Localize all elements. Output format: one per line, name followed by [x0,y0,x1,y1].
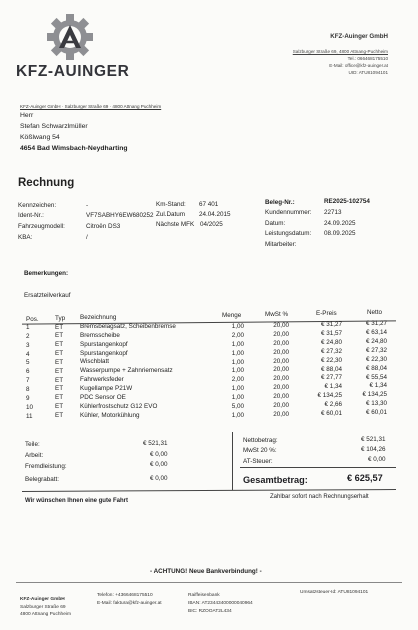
row-bezeichnung: Spurstangenkopf [80,340,128,348]
row-epreis: € 24,80 [320,339,342,346]
gesamtbetrag-label: Gesamtbetrag: [243,475,308,485]
row-pos: 2 [26,332,30,340]
row-pos: 6 [26,368,30,376]
row-menge: 1,00 [231,367,244,375]
row-mwst: 20,00 [273,410,289,418]
bank-notice: - ACHTUNG! Neue Bankverbindung! - [150,568,262,575]
recipient-street: Kößlwang 54 [20,134,60,141]
row-epreis: € 134,25 [317,392,342,400]
mfk-value: 04/2025 [200,221,223,228]
row-mwst: 20,00 [273,375,289,383]
row-pos: 7 [26,377,30,385]
row-bezeichnung: Wischblatt [80,358,110,366]
row-bezeichnung: Bremsscheibe [80,331,120,339]
row-epreis: € 31,57 [320,330,342,338]
datum-value: 24.09.2025 [324,220,356,227]
fremdleistung-label: Fremdleistung: [25,463,67,470]
row-mwst: 20,00 [273,348,289,356]
zul-value: 24.04.2015 [199,211,231,218]
row-epreis: € 60,01 [320,409,342,417]
row-netto: € 1,34 [369,382,387,390]
footer-email: E-Mail: faktura@kfz-auinger.at [97,601,162,606]
mwst-value: € 104,26 [361,446,386,453]
row-pos: 5 [26,359,30,367]
row-menge: 2,00 [231,376,244,384]
row-typ: ET [55,394,64,402]
remarks-label: Bemerkungen: [24,270,69,277]
row-mwst: 20,00 [273,322,289,330]
recipient-salutation: Herr [20,112,34,119]
company-name: KFZ-Auinger GmbH [330,33,388,40]
footer-company: KFZ-Auinger GmbH [20,597,65,602]
mitarbeiter-label: Mitarbeiter: [265,241,297,248]
col-header-mwst: MwSt % [265,311,289,318]
row-typ: ET [55,341,64,349]
row-netto: € 63,14 [365,329,387,337]
closing-text: Wir wünschen Ihnen eine gute Fahrt [25,498,128,504]
ident-value: VF7SABHY6EW680252 [86,212,154,219]
row-pos: 4 [26,350,30,358]
footer-uid: Umsatzsteuer-Id: ATU81094101 [300,590,369,595]
footer-rule [16,582,402,583]
km-value: 67 401 [199,201,219,208]
brand-wordmark: KFZ-AUINGER [16,63,130,80]
row-menge: 1,00 [231,358,244,366]
model-label: Fahrzeugmodell: [18,223,65,230]
footer-street: Salzburger Straße 69 [20,605,66,610]
teile-label: Teile: [25,441,40,448]
row-netto: € 22,30 [365,355,387,363]
row-pos: 11 [26,412,33,420]
beleg-nr-value: RE2025-102754 [324,198,370,205]
totals-rule [240,467,396,468]
row-menge: 1,00 [231,385,244,393]
summary-divider [232,432,233,490]
teile-value: € 521,31 [143,440,168,447]
footer-bic: BIC: RZOOAT2L434 [188,609,232,614]
recipient-name: Stefan Schwarzlmüller [20,123,88,130]
ident-label: Ident-Nr.: [18,212,44,219]
belegrabatt-value: € 0,00 [150,475,168,482]
gesamtbetrag-value: € 625,57 [347,473,383,483]
row-bezeichnung: PDC Sensor OE [80,393,126,401]
at-steuer-value: € 0,00 [368,456,386,463]
row-typ: ET [55,385,64,393]
company-uid: UID: ATU81094101 [348,70,388,75]
at-steuer-label: AT-Steuer: [243,458,273,465]
zul-label: Zul.Datum [156,211,186,218]
row-bezeichnung: Kühler, Motorkühlung [80,411,140,419]
row-netto: € 13,30 [365,400,387,408]
row-menge: 1,00 [231,323,244,331]
leistungsdatum-label: Leistungsdatum: [265,230,312,237]
row-netto: € 134,25 [362,391,387,399]
row-netto: € 27,32 [365,346,387,354]
row-netto: € 24,80 [365,338,387,346]
row-typ: ET [55,323,64,331]
row-mwst: 20,00 [273,357,289,365]
col-header-netto: Netto [367,309,383,316]
mfk-label: Nächste MFK [156,221,195,228]
row-typ: ET [55,403,64,411]
recipient-city: 4654 Bad Wimsbach-Neydharting [20,145,128,152]
row-typ: ET [55,358,64,366]
row-pos: 9 [26,394,30,402]
row-menge: 5,00 [231,402,244,410]
document-title: Rechnung [18,177,75,189]
row-netto: € 55,54 [365,373,387,381]
row-bezeichnung: Bremsbelagsatz, Scheibenbremse [80,323,176,330]
row-epreis: € 1,34 [324,383,342,391]
totals-bottom-rule [22,489,396,492]
arbeit-value: € 0,00 [150,451,168,458]
row-epreis: € 27,77 [320,374,342,382]
row-epreis: € 88,04 [320,365,342,373]
col-header-menge: Menge [222,312,242,319]
row-pos: 3 [26,341,30,349]
col-header-bezeichnung: Bezeichnung [80,314,117,321]
col-header-pos: Pos. [26,316,39,323]
row-pos: 8 [26,385,30,393]
km-label: Km-Stand: [156,201,186,208]
row-pos: 10 [26,403,34,411]
row-mwst: 20,00 [273,393,289,400]
sender-line: KFZ-Auinger GmbH · Salzburger Straße 69 · 4800 Attnang Puchheim [20,104,162,109]
row-bezeichnung: Wasserpumpe + Zahnriemensatz [80,367,173,375]
kundennummer-label: Kundennummer: [265,209,312,216]
arbeit-label: Arbeit: [25,452,44,459]
row-menge: 2,00 [231,331,244,339]
row-bezeichnung: Spurstangenkopf [80,349,128,357]
row-bezeichnung: Kühlerfrostschutz G12 EVO [80,402,158,410]
col-header-epreis: E-Preis [316,310,337,317]
row-netto: € 88,04 [365,364,387,372]
row-mwst: 20,00 [273,366,289,374]
mwst-label: MwSt 20 %: [243,447,277,454]
kundennummer-value: 22713 [324,209,342,216]
row-netto: € 60,01 [365,408,387,416]
row-menge: 1,00 [231,411,244,419]
row-menge: 1,00 [231,340,244,348]
row-bezeichnung: Kugellampe P21W [80,384,133,392]
footer-iban: IBAN: AT23443400000040964 [188,601,253,606]
gear-logo-icon [45,12,95,62]
row-typ: ET [55,350,64,358]
row-pos: 1 [26,324,30,331]
row-typ: ET [55,367,64,375]
beleg-nr-label: Beleg-Nr.: [265,199,295,206]
kba-label: KBA: [18,234,33,241]
datum-label: Datum: [265,220,286,227]
row-typ: ET [55,376,64,384]
nettobetrag-label: Nettobetrag: [243,437,278,444]
row-mwst: 20,00 [273,339,289,347]
row-epreis: € 2,66 [324,400,342,408]
remarks-text: Ersatzteilverkauf [24,292,71,299]
company-tel: Tel.: 066468175510 [347,56,388,61]
footer-phone: Telefon: +4366468175510 [97,593,153,598]
kennzeichen-value: - [86,202,89,209]
row-typ: ET [55,412,64,419]
row-epreis: € 22,30 [320,356,342,364]
row-menge: 1,00 [231,349,244,357]
kba-value: / [86,234,88,241]
row-epreis: € 31,27 [320,321,342,329]
row-typ: ET [55,332,64,340]
row-menge: 1,00 [231,393,244,401]
company-address: Salzburger Straße 69, 4800 Attnang-Puchheim [292,49,388,54]
row-bezeichnung: Fahrwerksfeder [80,376,124,384]
col-header-typ: Typ [55,315,66,322]
row-netto: € 31,27 [365,320,387,328]
leistungsdatum-value: 08.09.2025 [324,230,356,237]
row-mwst: 20,00 [273,331,289,339]
model-value: Citroën DS3 [86,223,121,230]
fremdleistung-value: € 0,00 [150,461,168,468]
kennzeichen-label: Kennzeichen: [18,202,57,209]
company-email: E-Mail: office@kfz-auinger.at [329,63,388,68]
row-mwst: 20,00 [273,384,289,392]
footer-bank-name: Raiffeisenbank [188,593,220,598]
row-mwst: 20,00 [273,401,289,409]
payment-note: Zahlbar sofort nach Rechnungserhalt [270,494,369,500]
belegrabatt-label: Belegrabatt: [25,476,59,483]
nettobetrag-value: € 521,31 [361,436,386,443]
footer-city: 4800 Attnang Puchheim [20,612,71,617]
row-epreis: € 27,32 [320,347,342,355]
